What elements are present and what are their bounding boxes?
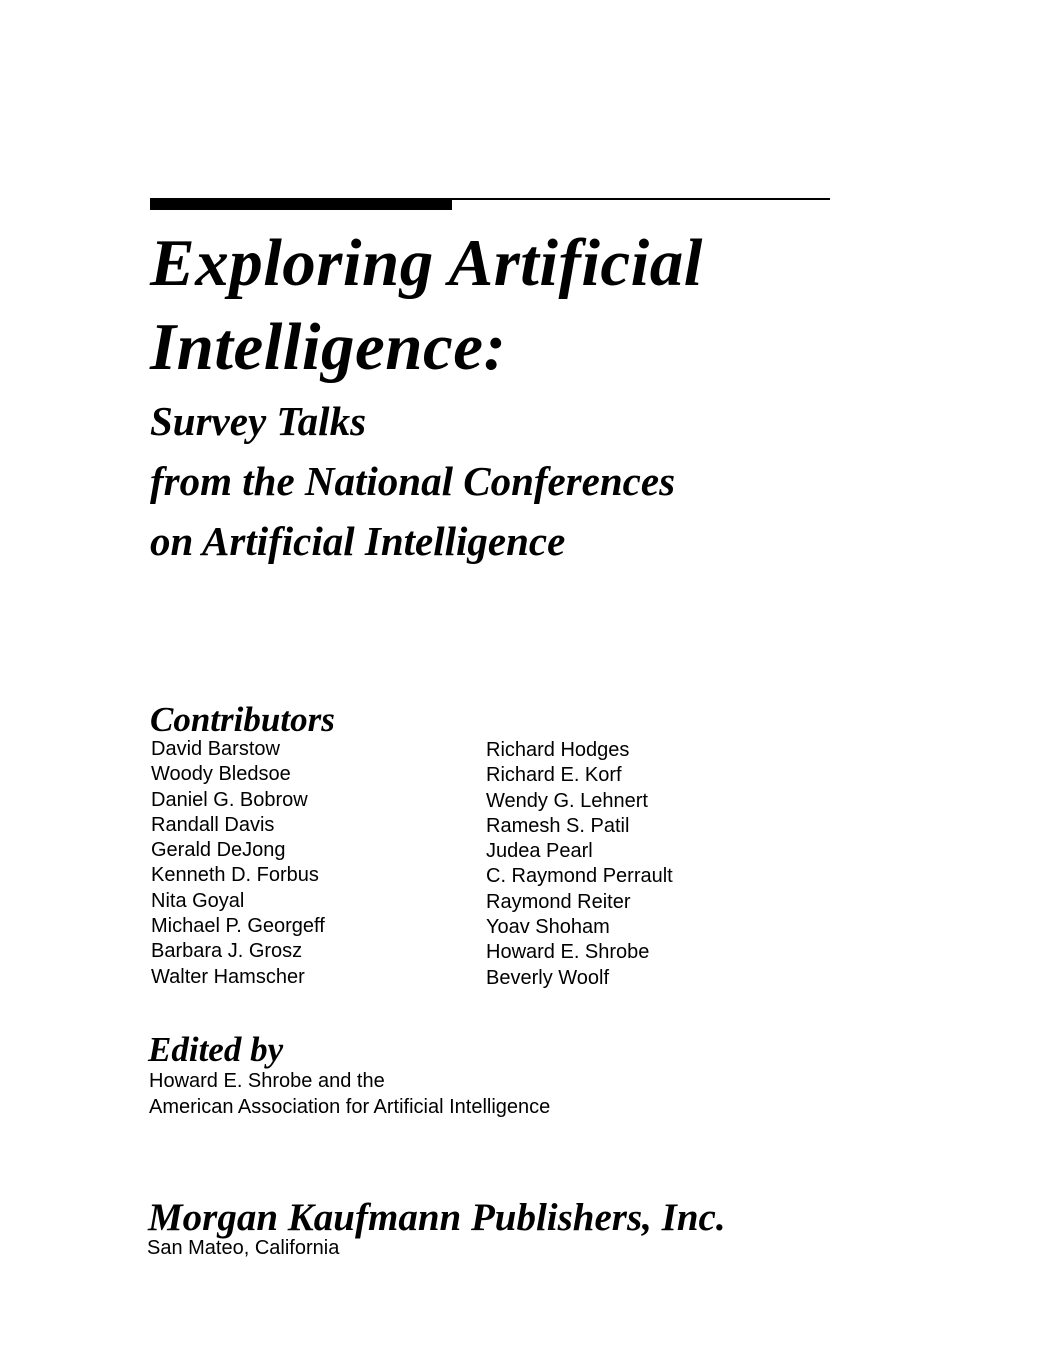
contributor-name: Barbara J. Grosz <box>151 940 303 963</box>
title-rule-thick <box>150 198 452 210</box>
book-title-line-1: Exploring Artificial <box>150 226 703 300</box>
editors-line-1: Howard E. Shrobe and the <box>149 1070 385 1092</box>
contributor-name: Gerald DeJong <box>151 839 286 862</box>
contributor-name: Richard E. Korf <box>486 764 622 787</box>
contributors-list-left <box>151 737 325 990</box>
contributor-name: Randall Davis <box>151 813 275 836</box>
contributors-list-right <box>486 738 673 991</box>
book-subtitle-line-2: from the National Conferences <box>150 458 676 504</box>
contributor-name: Michael P. Georgeff <box>151 915 325 938</box>
publisher-location: San Mateo, California <box>147 1237 340 1259</box>
contributor-name: Raymond Reiter <box>486 890 631 913</box>
book-title-line-2: Intelligence: <box>150 310 507 384</box>
contributor-name: David Barstow <box>151 738 280 760</box>
contributor-name: Wendy G. Lehnert <box>486 789 648 812</box>
contributor-name: Judea Pearl <box>486 840 593 863</box>
contributor-name: Howard E. Shrobe <box>486 941 650 964</box>
contributor-name: Ramesh S. Patil <box>486 814 630 837</box>
editors-block <box>149 1068 550 1120</box>
book-subtitle <box>150 391 675 571</box>
contributor-name: Richard Hodges <box>486 739 630 761</box>
edited-by-heading: Edited by <box>148 1030 284 1069</box>
contributor-name: Kenneth D. Forbus <box>151 864 319 887</box>
contributor-name: Walter Hamscher <box>151 965 305 988</box>
publisher-name: Morgan Kaufmann Publishers, Inc. <box>148 1196 726 1239</box>
contributor-name: Beverly Woolf <box>486 966 610 989</box>
contributor-name: Yoav Shoham <box>486 916 610 939</box>
contributor-name: Daniel G. Bobrow <box>151 788 308 811</box>
editors-line-2: American Association for Artificial Intelligence <box>149 1096 551 1118</box>
contributor-name: Nita Goyal <box>151 889 245 912</box>
contributors-heading: Contributors <box>150 700 335 739</box>
book-title <box>150 221 703 389</box>
book-subtitle-line-3: on Artificial Intelligence <box>150 518 566 564</box>
contributor-name: Woody Bledsoe <box>151 763 291 786</box>
contributor-name: C. Raymond Perrault <box>486 865 673 888</box>
book-subtitle-line-1: Survey Talks <box>150 398 367 444</box>
